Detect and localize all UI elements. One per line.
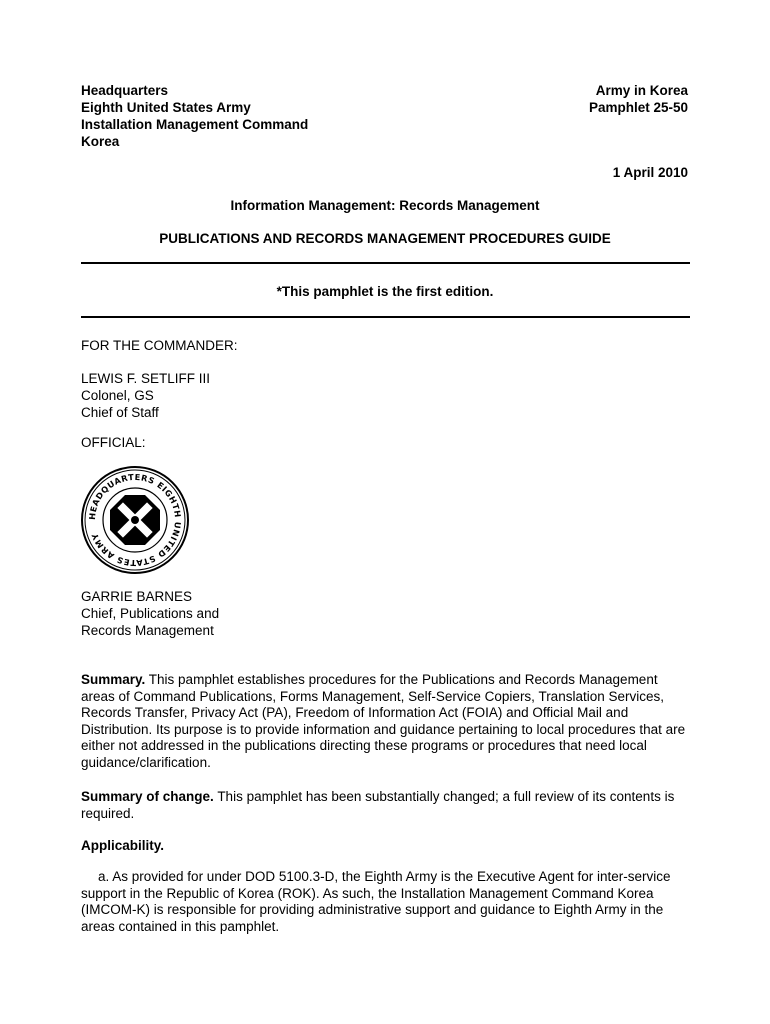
summary-of-change-paragraph	[81, 789, 693, 822]
for-commander-label: FOR THE COMMANDER:	[81, 338, 238, 353]
releaser-name: GARRIE BARNES	[81, 589, 193, 604]
divider	[81, 262, 690, 264]
releaser-block	[81, 588, 219, 639]
summary-text: This pamphlet establishes procedures for the Publications and Records Management areas of Command Publications, Forms Management, Self-Service Copiers, Translation Services, Records Transfer, Privacy Act (PA), Freedom of Information Act (FOIA) and Official Mail and Distribution. Its purpose is to provide information and guidance pertaining to local procedures that are either not addressed in the publications directing these programs or procedures that need local guidance/clarification.	[81, 672, 686, 770]
publication-id	[589, 82, 688, 116]
org-line: Headquarters	[81, 83, 169, 98]
paragraph-a-text: a. As provided for under DOD 5100.3-D, the Eighth Army is the Executive Agent for inter-service support in the Republic of Korea (ROK). As such, the Installation Management Command Korea (IMCOM-K) is responsible for providing administrative support and guidance to Eighth Army in the areas contained in this pamphlet.	[81, 869, 671, 934]
publication-date: 1 April 2010	[612, 165, 688, 180]
signer-block	[81, 370, 210, 421]
signer-name: LEWIS F. SETLIFF III	[81, 371, 211, 386]
signer-title: Chief of Staff	[81, 405, 159, 420]
releaser-title: Records Management	[81, 623, 214, 638]
pub-line: Pamphlet 25-50	[588, 100, 688, 115]
official-label: OFFICIAL:	[81, 435, 146, 450]
applicability-paragraph-a	[81, 869, 693, 935]
pub-line: Army in Korea	[595, 83, 688, 98]
org-line: Installation Management Command	[81, 117, 309, 132]
divider	[81, 316, 690, 318]
releaser-title: Chief, Publications and	[81, 606, 220, 621]
applicability-heading: Applicability.	[81, 838, 165, 853]
summary-label: Summary.	[81, 672, 146, 687]
signer-rank: Colonel, GS	[81, 388, 154, 403]
edition-note: *This pamphlet is the first edition.	[276, 284, 494, 299]
org-line: Eighth United States Army	[81, 100, 251, 115]
issuing-organization	[81, 82, 308, 150]
org-line: Korea	[81, 134, 120, 149]
summary-paragraph	[81, 672, 693, 772]
subject-line: Information Management: Records Management	[230, 198, 540, 213]
document-title: PUBLICATIONS AND RECORDS MANAGEMENT PROCEDURES GUIDE	[159, 231, 611, 246]
svg-text:HEADQUARTERS EIGHTH UNITED STA: HEADQUARTERS EIGHTH UNITED STATES ARMY	[86, 471, 184, 569]
eighth-army-seal	[80, 465, 190, 575]
summary-of-change-label: Summary of change.	[81, 789, 214, 804]
summary-of-change-text: This pamphlet has been substantially changed; a full review of its contents is required.	[81, 789, 675, 821]
